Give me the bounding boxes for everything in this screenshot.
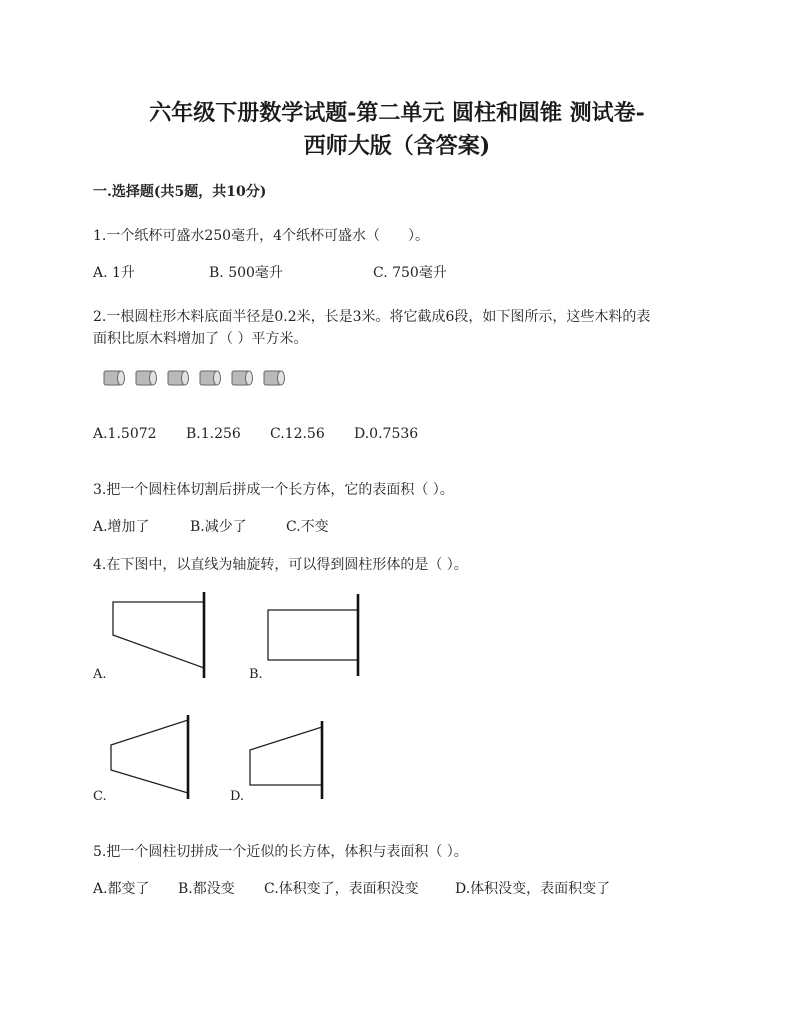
rotation-figure-b [260,590,380,680]
question-2-option-c: C.12.56 [270,426,325,442]
rotation-figure-c [100,715,220,805]
cylinder-piece [232,371,253,385]
page-title-line2: 西师大版（含答案) [303,133,491,159]
page-title-line1: 六年级下册数学试题-第二单元 圆柱和圆锥 测试卷- [149,100,645,126]
question-1-option-a: A. 1升 [93,265,135,281]
question-2-option-a: A.1.5072 [93,426,157,442]
cylinder-piece [104,371,125,385]
cylinder-piece [264,371,285,385]
rotation-figure-d [240,715,360,805]
question-3-stem: 3.把一个圆柱体切割后拼成一个长方体，它的表面积（ ）。 [93,482,454,498]
question-1-stem: 1.一个纸杯可盛水250毫升，4个纸杯可盛水（ ）。 [93,228,429,244]
question-3-option-b: B.减少了 [190,519,247,535]
cylinder-pieces-figure [100,368,300,390]
question-4-stem: 4.在下图中，以直线为轴旋转，可以得到圆柱形体的是（ ）。 [93,557,468,573]
cylinder-piece [200,371,221,385]
question-5-option-b: B.都没变 [178,881,235,897]
question-1-option-c: C. 750毫升 [373,265,447,281]
cylinder-piece [168,371,189,385]
section-heading: 一.选择题(共5题，共10分) [93,184,267,200]
question-5-option-a: A.都变了 [93,881,150,897]
rotation-figure-a [100,590,220,680]
question-5-option-c: C.体积变了，表面积没变 [264,881,419,897]
figure-label-a: A. [93,667,107,682]
question-2-stem-line1: 2.一根圆柱形木料底面半径是0.2米，长是3米。将它截成6段，如下图所示，这些木料的表 [93,309,651,325]
question-1-option-b: B. 500毫升 [209,265,283,281]
figure-label-d: D. [230,789,245,804]
figure-label-b: B. [249,667,263,682]
question-2-option-d: D.0.7536 [354,426,419,442]
question-3-option-c: C.不变 [286,519,329,535]
question-5-stem: 5.把一个圆柱切拼成一个近似的长方体，体积与表面积（ ）。 [93,844,468,860]
question-2-option-b: B.1.256 [186,426,241,442]
question-2-stem-line2: 面积比原木料增加了（ ）平方米。 [93,331,308,347]
question-5-option-d: D.体积没变，表面积变了 [455,881,611,897]
figure-label-c: C. [93,789,107,804]
cylinder-piece [136,371,157,385]
question-3-option-a: A.增加了 [93,519,150,535]
